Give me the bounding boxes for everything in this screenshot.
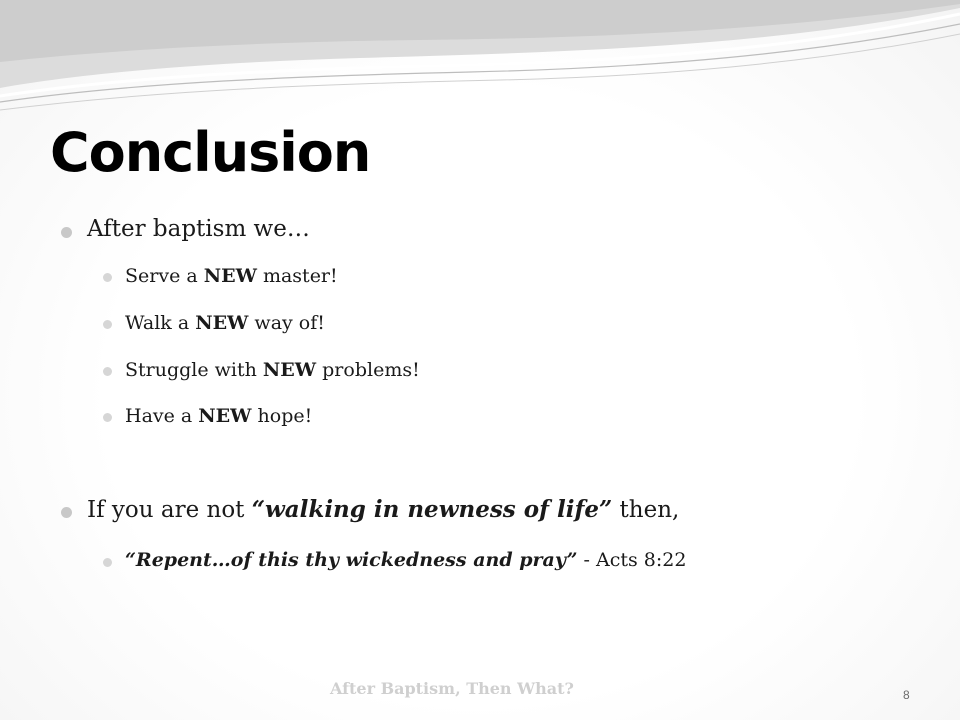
slide-title: Conclusion <box>50 121 371 184</box>
page-number: 8 <box>903 688 910 702</box>
bullet-newness-of-life: If you are not “walking in newness of life” then, <box>87 496 680 523</box>
sub-bullet-dot <box>103 320 112 329</box>
bullet-after-baptism: After baptism we… <box>87 216 310 242</box>
bullet-dot <box>61 507 72 518</box>
sub-bullet-dot <box>103 367 112 376</box>
footer-title: After Baptism, Then What? <box>330 679 574 698</box>
sub-bullet-dot <box>103 413 112 422</box>
sub-bullet-struggle: Struggle with NEW problems! <box>125 359 420 381</box>
bullet-dot <box>61 227 72 238</box>
sub-bullet-acts-quote: “Repent…of this thy wickedness and pray” - Acts 8:22 <box>125 549 687 571</box>
sub-bullet-dot <box>103 273 112 282</box>
sub-bullet-dot <box>103 558 112 567</box>
sub-bullet-walk: Walk a NEW way of! <box>125 312 325 334</box>
sub-bullet-serve: Serve a NEW master! <box>125 265 338 287</box>
sub-bullet-hope: Have a NEW hope! <box>125 405 313 427</box>
